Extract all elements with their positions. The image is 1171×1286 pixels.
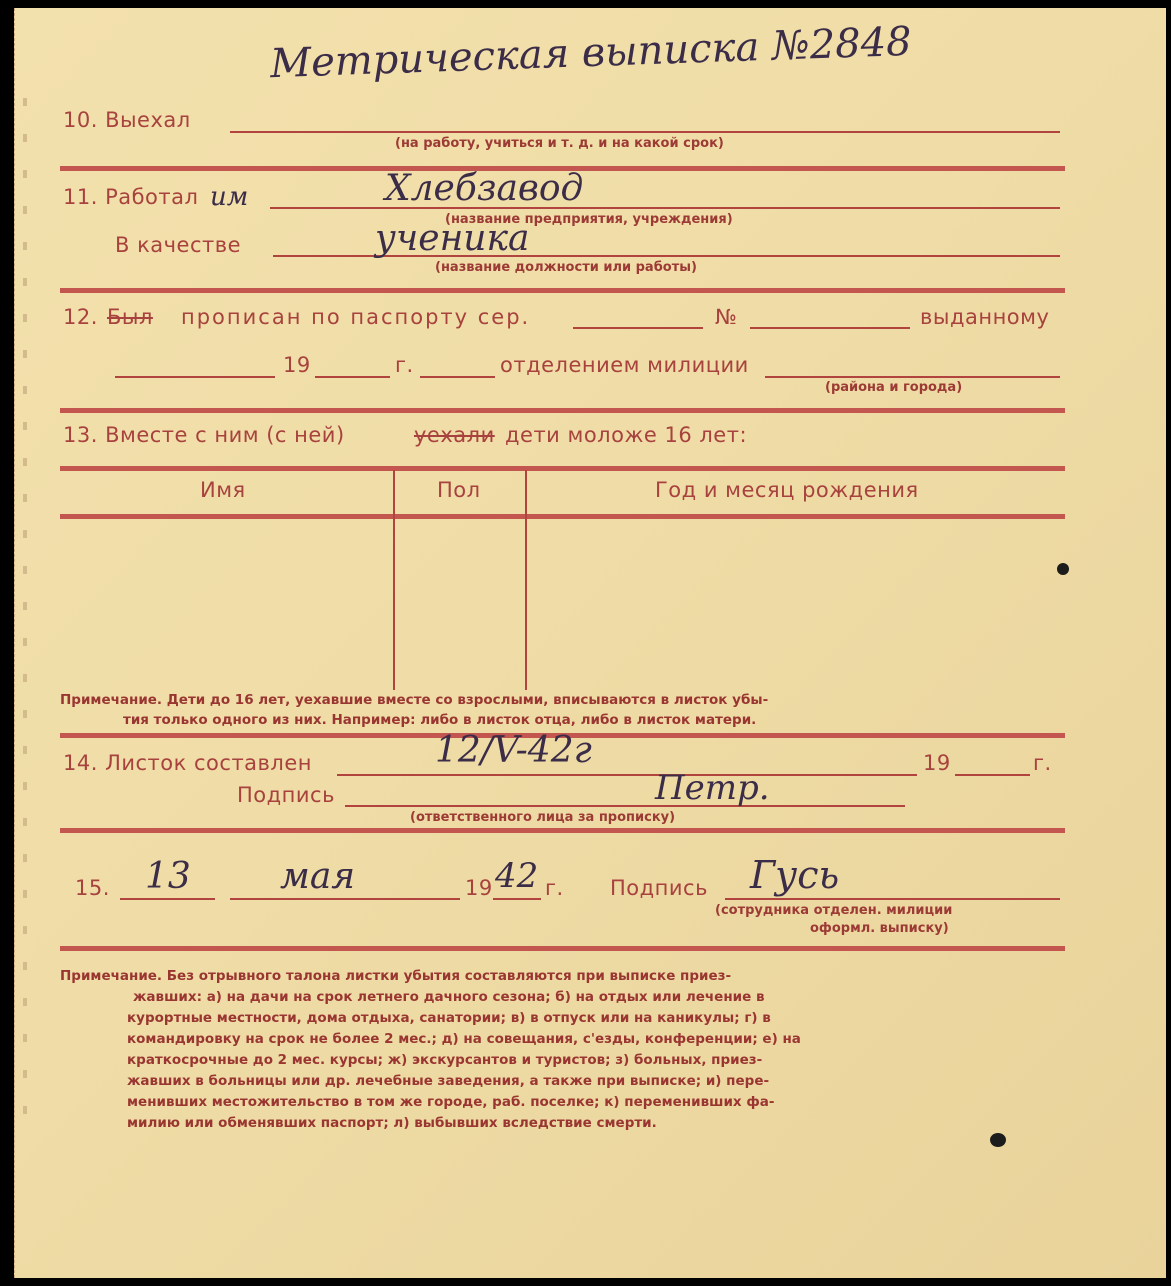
field-15-caption-1: (сотрудника отделен. милиции bbox=[715, 903, 953, 918]
signature-militia: Гусь bbox=[750, 853, 840, 897]
field-15-year-line bbox=[493, 898, 541, 900]
field-11-caption: (название предприятия, учреждения) bbox=[445, 212, 733, 227]
field-11-value: Хлебзавод bbox=[385, 168, 584, 209]
field-10-caption: (на работу, учиться и т. д. и на какой срок) bbox=[395, 136, 724, 151]
series-line bbox=[573, 327, 703, 329]
quality-value: ученика bbox=[375, 218, 530, 259]
note-1-line-1: Примечание. Дети до 16 лет, уехавшие вместе со взрослыми, вписываются в листок убы- bbox=[60, 692, 769, 708]
field-12-by: отделением милиции bbox=[500, 353, 749, 377]
field-15-day-line bbox=[120, 898, 215, 900]
field-15-month: мая bbox=[280, 856, 356, 897]
field-14-year-line bbox=[955, 774, 1030, 776]
note-2-line-4: командировку на срок не более 2 мес.; д) на совещания, с'езды, конференции; е) на bbox=[127, 1031, 801, 1047]
divider bbox=[60, 288, 1065, 293]
field-12-year-suffix: г. bbox=[395, 353, 414, 377]
field-14-label: 14. Листок составлен bbox=[63, 751, 312, 775]
field-15-month-line bbox=[230, 898, 460, 900]
field-15-signature-line bbox=[725, 898, 1060, 900]
field-13-struck: уехали bbox=[414, 423, 495, 447]
table-top-border bbox=[60, 466, 1065, 471]
signature-responsible: Петр. bbox=[655, 768, 770, 808]
note-2-line-1: Примечание. Без отрывного талона листки убытия составляются при выписке приез- bbox=[60, 968, 732, 984]
table-header-border bbox=[60, 514, 1065, 519]
note-2-line-8: милию или обменявших паспорт; л) выбывших вследствие смерти. bbox=[127, 1115, 657, 1131]
handwritten-title: Метрическая выписка №2848 bbox=[269, 18, 913, 88]
field-11-label: 11. Работал bbox=[63, 185, 199, 209]
field-12-issued: выданному bbox=[920, 305, 1050, 329]
field-15-year: 42 bbox=[495, 856, 539, 896]
field-12-no: № bbox=[715, 305, 738, 329]
field-14-caption: (ответственного лица за прописку) bbox=[410, 810, 676, 825]
column-header-sex: Пол bbox=[437, 478, 481, 502]
note-1-line-2: тия только одного из них. Например: либо в листок отца, либо в листок матери. bbox=[123, 712, 757, 728]
date-line bbox=[115, 376, 275, 378]
field-13-label-end: дети моложе 16 лет: bbox=[505, 423, 748, 447]
field-14-date: 12/V-42г bbox=[435, 730, 592, 771]
field-13-label-start: 13. Вместе с ним (с ней) bbox=[63, 423, 345, 447]
note-2-line-3: курортные местности, дома отдыха, санатории; в) в отпуск или на каникулы; г) в bbox=[127, 1010, 771, 1026]
field-15-year-prefix: 19 bbox=[465, 876, 493, 900]
note-2-line-2: жавших: а) на дачи на срок летнего дачного сезона; б) на отдых или лечение в bbox=[133, 989, 765, 1005]
field-15-signature-label: Подпись bbox=[610, 876, 708, 900]
field-15-caption-2: оформл. выписку) bbox=[810, 921, 949, 936]
perforation-edge bbox=[23, 98, 27, 1138]
field-14-year-prefix: 19 bbox=[923, 751, 951, 775]
ink-blot bbox=[1057, 563, 1069, 575]
field-10-label: 10. Выехал bbox=[63, 108, 191, 132]
field-15-year-suffix: г. bbox=[545, 876, 564, 900]
form-sheet bbox=[14, 8, 1166, 1278]
note-2-line-7: менивших местожительство в том же городе, раб. поселке; к) переменивших фа- bbox=[127, 1094, 775, 1110]
divider bbox=[60, 828, 1065, 833]
quality-label: В качестве bbox=[115, 233, 242, 257]
note-2-line-6: жавших в больницы или др. лечебные заведения, а также при выписке; и) пере- bbox=[127, 1073, 770, 1089]
field-10-line bbox=[230, 131, 1060, 133]
divider bbox=[60, 946, 1065, 951]
year-gap-line bbox=[420, 376, 495, 378]
signature-label: Подпись bbox=[237, 783, 335, 807]
field-12-struck: Был bbox=[107, 305, 153, 329]
number-line bbox=[750, 327, 910, 329]
field-15-day: 13 bbox=[145, 856, 191, 897]
field-12-caption: (района и города) bbox=[825, 380, 963, 395]
column-header-name: Имя bbox=[200, 478, 246, 502]
field-12-label: прописан по паспорту сер. bbox=[181, 305, 531, 329]
table-column-divider bbox=[393, 470, 395, 690]
field-15-num: 15. bbox=[75, 876, 110, 900]
field-12-year-prefix: 19 bbox=[283, 353, 311, 377]
table-column-divider bbox=[525, 470, 527, 690]
ink-blot bbox=[990, 1133, 1006, 1147]
note-2-line-5: краткосрочные до 2 мес. курсы; ж) экскурсантов и туристов; з) больных, приез- bbox=[127, 1052, 763, 1068]
militia-line bbox=[765, 376, 1060, 378]
field-12-num: 12. bbox=[63, 305, 98, 329]
field-14-year-suffix: г. bbox=[1033, 751, 1052, 775]
field-11-label-suffix: им bbox=[210, 182, 249, 212]
year-line bbox=[315, 376, 390, 378]
quality-caption: (название должности или работы) bbox=[435, 260, 697, 275]
column-header-birth: Год и месяц рождения bbox=[655, 478, 919, 502]
divider bbox=[60, 408, 1065, 413]
signature-line bbox=[345, 805, 905, 807]
field-14-date-line bbox=[337, 774, 917, 776]
